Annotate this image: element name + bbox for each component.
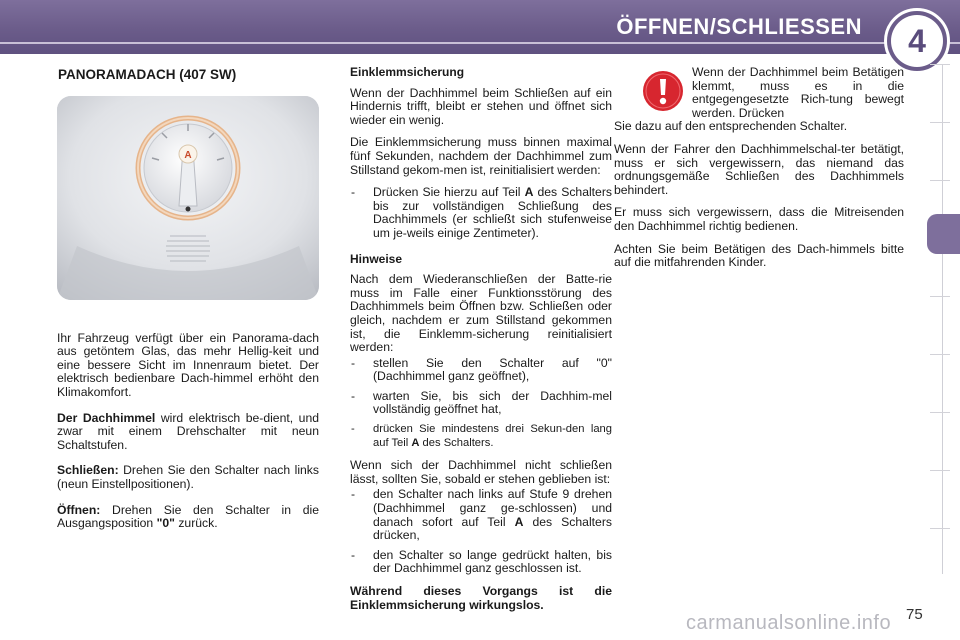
oeffnen-text: Drehen Sie den Schalter in die Ausgangsposition (57, 502, 319, 531)
tab-tick (930, 412, 950, 413)
middle-column (350, 66, 612, 621)
dachhimmel-label: Der Dachhimmel (57, 410, 156, 425)
right-column (614, 66, 904, 279)
middle-paragraph-1: Wenn der Dachhimmel beim Schließen auf ein Hindernis trifft, bleibt er stehen und öffnet sich wieder ein wenig. (350, 85, 612, 127)
section-title: PANORAMADACH (407 SW) (58, 67, 237, 82)
roof-switch-illustration (57, 96, 319, 300)
warning-continuation: Sie dazu auf den entsprechenden Schalter. (614, 119, 848, 134)
header-divider-line (0, 42, 960, 44)
oeffnen-paragraph (57, 504, 319, 531)
middle-paragraph-4: Wenn sich der Dachhimmel nicht schließen lässt, sollten Sie, sobald er stehen geblieben ist: (350, 458, 612, 486)
oeffnen-value: "0" (156, 516, 175, 531)
list-item: - warten Sie, bis sich der Dachhim-mel vollständig geöffnet hat, (350, 390, 612, 417)
middle-paragraph-3: Nach dem Wiederanschließen der Batte-rie muss im Falle einer Funktionsstörung des Dachhimmels beim Öffnen bzw. Schließen oder gleich, nachdem er zum Stillstand gekommen ist, die Einklemm-sicherung reinitialisiert werden: (350, 272, 612, 355)
chapter-title: ÖFFNEN/SCHLIESSEN (616, 14, 862, 39)
chapter-number: 4 (891, 15, 943, 67)
middle-bold-note: Während dieses Vorgangs ist die Einklemmsicherung wirkungslos. (350, 584, 612, 612)
schliessen-paragraph (57, 464, 319, 491)
knob-label-a: A (184, 149, 192, 161)
tab-tick (930, 528, 950, 529)
tab-tick (930, 354, 950, 355)
right-paragraph-4: Achten Sie beim Betätigen des Dach-himmels bitte auf die mitfahrenden Kinder. (614, 241, 904, 270)
list-item: - drücken Sie mindestens drei Sekun-den lang auf Teil A des Schalters. (350, 423, 612, 450)
tab-strip-line (942, 64, 943, 574)
watermark: carmanualsonline.info (686, 612, 892, 634)
einklemmsicherung-heading: Einklemmsicherung (350, 65, 465, 79)
right-paragraph-2: Wenn der Fahrer den Dachhimmelschal-ter betätigt, muss er sich vergewissern, das niemand das ordnungsgemäße Schließen des Dachhimmels behindert. (614, 141, 904, 197)
tab-tick (930, 180, 950, 181)
right-paragraph-3: Er muss sich vergewissern, dass die Mitreisenden den Dachhimmel richtig bedienen. (614, 205, 904, 233)
page-number: 75 (906, 606, 923, 623)
reinit-list (350, 186, 612, 240)
tab-tick (930, 296, 950, 297)
warning-block (614, 66, 904, 120)
hinweise-list (350, 357, 612, 451)
warning-text: Wenn der Dachhimmel beim Betätigen klemmt, muss es in die entgegengesetzte Rich-tung bewegt werden. Drücken (692, 65, 904, 120)
list-item: - den Schalter nach links auf Stufe 9 drehen (Dachhimmel ganz ge-schlossen) und danach sofort auf Teil A des Schalters drücken, (350, 488, 612, 542)
warning-icon (642, 70, 684, 112)
tab-tick (930, 64, 950, 65)
hinweise-heading: Hinweise (350, 251, 403, 266)
header-band (0, 0, 960, 54)
chapter-tab-strip (930, 64, 950, 574)
list-item: - den Schalter so lange gedrückt halten, bis der Dachhimmel ganz geschlossen ist. (350, 549, 612, 576)
roof-switch-figure (57, 96, 319, 300)
schliessen-text: Drehen Sie den Schalter nach links (neun Einstellpositionen). (57, 463, 319, 491)
dachhimmel-text: wird elektrisch be-dient, und zwar mit einem Drehschalter mit neun Schaltstufen. (57, 410, 319, 452)
oeffnen-end: zurück. (174, 516, 218, 531)
tab-tick (930, 122, 950, 123)
list-item: - Drücken Sie hierzu auf Teil A des Schalters bis zur vollständigen Schließung des Dachhimmels (er schließt sich stufenweise um je-weils einige Zentimeter). (350, 186, 612, 240)
oeffnen-label: Öffnen: (57, 502, 101, 517)
left-column (57, 66, 319, 540)
blocked-list (350, 488, 612, 576)
middle-paragraph-2: Die Einklemmsicherung muss binnen maximal fünf Sekunden, nachdem der Dachhimmel zum Stillstand gekom-men ist, reinitialisiert werden: (350, 135, 612, 177)
schliessen-label: Schließen: (57, 463, 119, 478)
dachhimmel-paragraph (57, 412, 319, 453)
intro-paragraph: Ihr Fahrzeug verfügt über ein Panorama-dach aus getöntem Glas, das mehr Hellig-keit und eine bessere Sicht im Innenraum bietet. Der elektrisch bedienbare Dach-himmel erhöht den Klimakomfort. (57, 330, 319, 399)
tab-tick (930, 470, 950, 471)
list-item: - stellen Sie den Schalter auf "0" (Dachhimmel ganz geöffnet), (350, 357, 612, 384)
chapter-tab-active[interactable] (927, 214, 960, 254)
